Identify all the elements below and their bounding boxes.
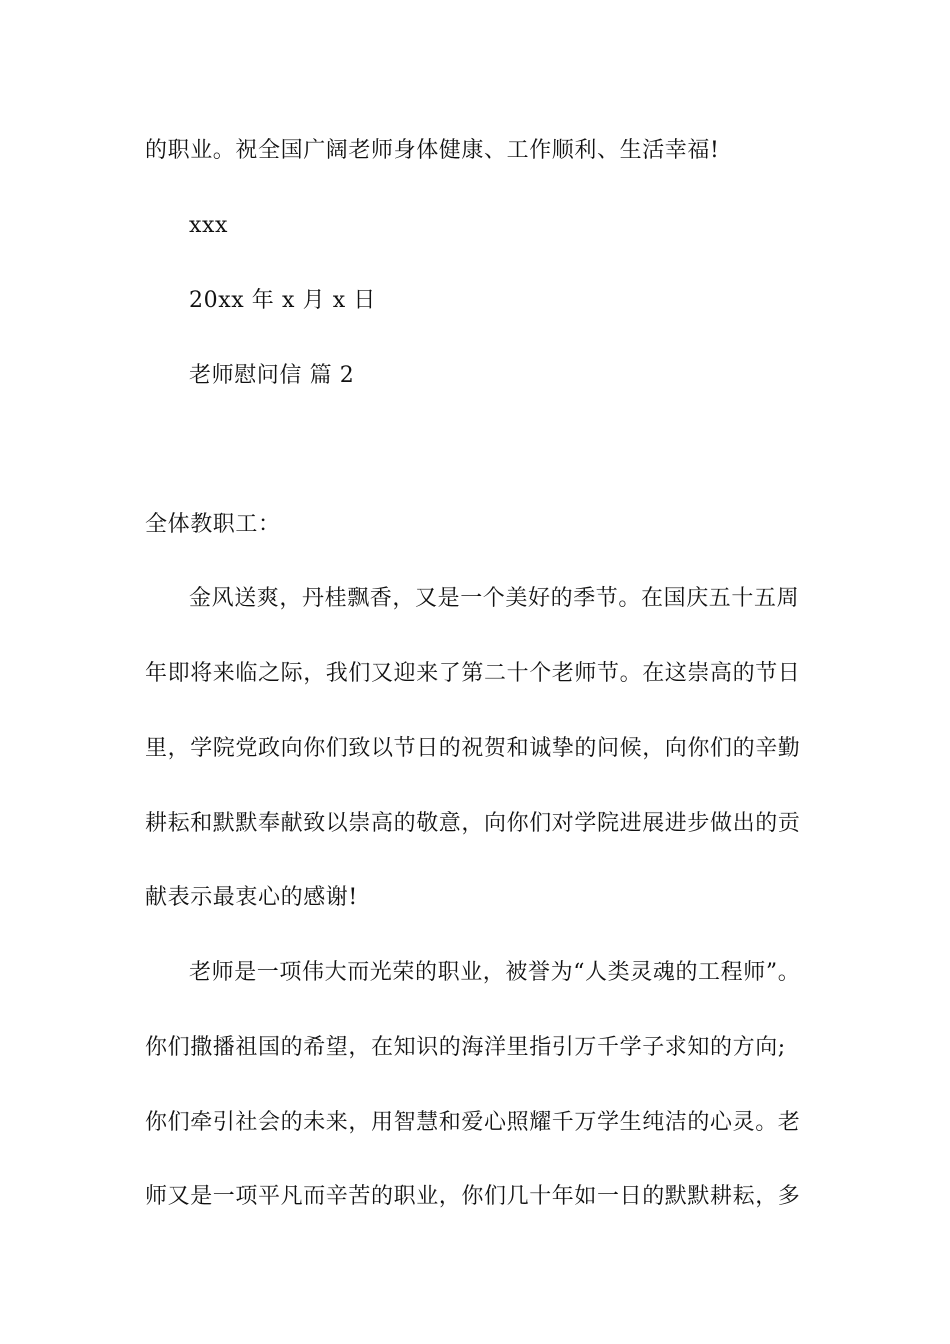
body-line: 献表示最衷心的感谢! <box>145 885 358 910</box>
body-line: 金风送爽，丹桂飘香，又是一个美好的季节。在国庆五十五周 <box>189 586 800 611</box>
body-line: 耕耘和默默奉献致以崇高的敬意，向你们对学院进展进步做出的贡 <box>145 811 801 836</box>
section-title: 老师慰问信 篇 2 <box>189 363 355 388</box>
body-line: 你们牵引社会的未来，用智慧和爱心照耀千万学生纯洁的心灵。老 <box>145 1110 801 1135</box>
body-line: 年即将来临之际，我们又迎来了第二十个老师节。在这崇高的节日 <box>145 661 801 686</box>
body-line: 你们撒播祖国的希望，在知识的海洋里指引万千学子求知的方向; <box>145 1035 786 1060</box>
date-line: 20xx 年 x 月 x 日 <box>189 288 376 313</box>
body-line: 里，学院党政向你们致以节日的祝贺和诚挚的问候，向你们的辛勤 <box>145 736 801 761</box>
body-line: 师又是一项平凡而辛苦的职业，你们几十年如一日的默默耕耘，多 <box>145 1184 801 1209</box>
signature: xxx <box>189 213 229 238</box>
salutation: 全体教职工： <box>145 512 281 537</box>
body-line: 老师是一项伟大而光荣的职业，被誉为“人类灵魂的工程师”。 <box>189 960 801 985</box>
closing-line: 的职业。祝全国广阔老师身体健康、工作顺利、生活幸福! <box>145 138 720 163</box>
